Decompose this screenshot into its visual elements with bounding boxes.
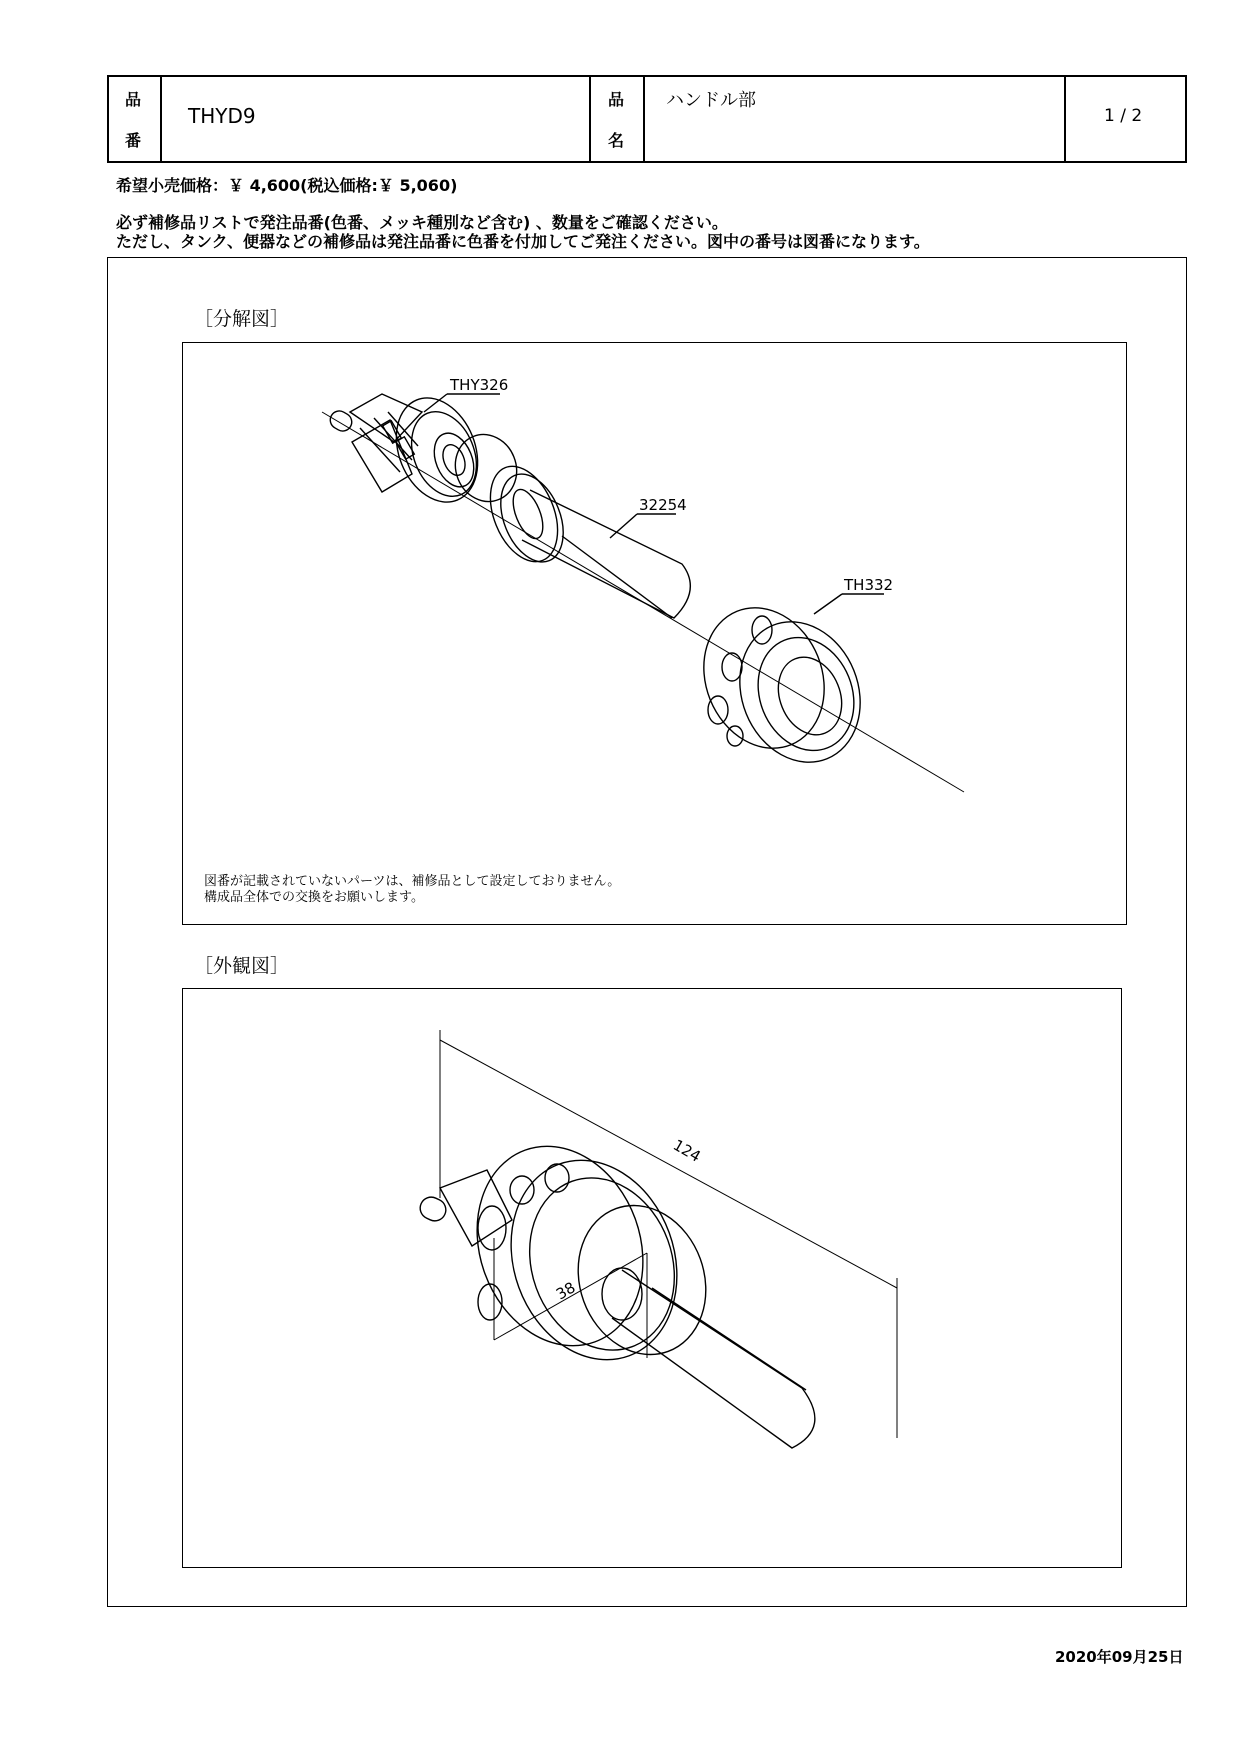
ring-part (683, 590, 880, 781)
exploded-footnote-2: 構成品全体での交換をお願いします。 (204, 890, 424, 905)
page-number: 1 / 2 (1104, 106, 1143, 126)
header-divider-4 (1064, 75, 1066, 163)
note-line-1: 必ず補修品リストで発注品番(色番、メッキ種別など含む) 、数量をご確認ください。 (116, 213, 728, 232)
label-th332: TH332 (844, 576, 894, 594)
assembled-handle (417, 1123, 815, 1448)
dim-diameter: 38 (553, 1278, 579, 1304)
price-line: 希望小売価格：￥ 4,600(税込価格:￥ 5,060) (116, 176, 458, 195)
exploded-view-title: ［分解図］ (194, 308, 290, 330)
exploded-view-drawing (182, 342, 1127, 925)
hinban-label-bottom: 番 (124, 131, 141, 150)
issue-date: 2020年09月25日 (1055, 1648, 1184, 1666)
hinmei-label-bottom: 名 (607, 131, 624, 150)
external-view-title: ［外観図］ (194, 955, 290, 977)
note-line-2: ただし、タンク、便器などの補修品は発注品番に色番を付加してご発注ください。図中の番号は図番になります。 (116, 232, 930, 251)
header-divider-3 (643, 75, 645, 163)
lever-part (477, 456, 690, 618)
header-table (107, 75, 1187, 163)
cartridge-part (327, 386, 527, 515)
label-32254: 32254 (639, 496, 687, 514)
part-name: ハンドル部 (666, 90, 756, 111)
part-number: THYD9 (188, 104, 256, 128)
hinmei-label-top: 品 (607, 90, 624, 109)
exploded-footnote-1: 図番が記載されていないパーツは、補修品として設定しておりません。 (204, 874, 621, 889)
hinban-label-top: 品 (124, 90, 141, 109)
header-divider-1 (160, 75, 162, 163)
header-divider-2 (589, 75, 591, 163)
external-view-drawing (182, 988, 1122, 1568)
dim-length: 124 (670, 1135, 704, 1166)
label-thy326: THY326 (450, 376, 509, 394)
